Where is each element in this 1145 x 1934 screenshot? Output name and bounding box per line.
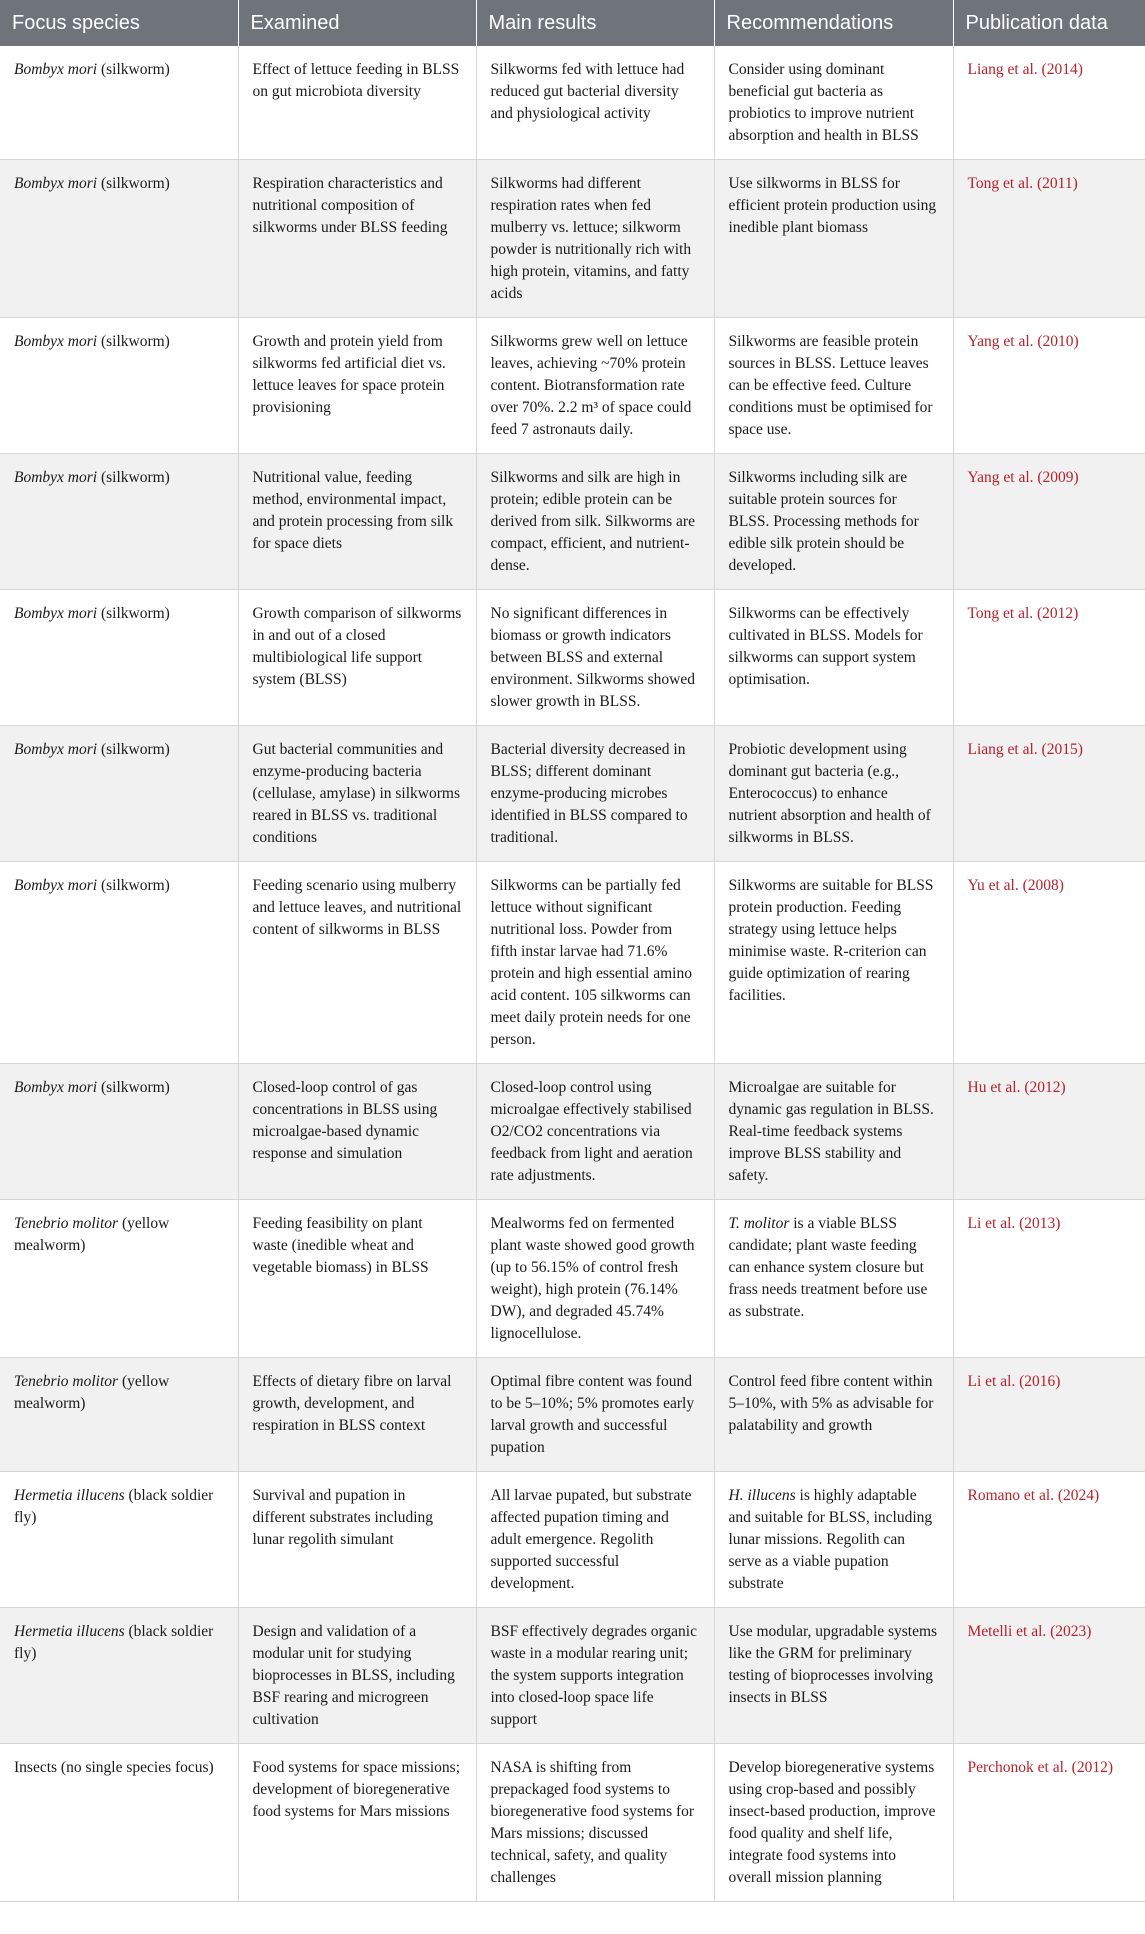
cell-examined: Growth comparison of silkworms in and out of a closed multibiological life support system (BLSS)	[238, 590, 476, 726]
cell-main-results: Bacterial diversity decreased in BLSS; different dominant enzyme-producing microbes identified in BLSS compared to traditional.	[476, 726, 714, 862]
cell-recommendations	[714, 1358, 953, 1472]
recommendation-text: Consider using dominant beneficial gut bacteria as probiotics to improve nutrient absorption and health in BLSS	[728, 61, 919, 144]
header-row	[0, 0, 1145, 46]
cell-recommendations	[714, 160, 953, 318]
recommendation-text: Use modular, upgradable systems like the GRM for preliminary testing of bioprocesses involving insects in BLSS	[728, 1623, 938, 1706]
cell-focus-species	[0, 1608, 238, 1744]
publication-link[interactable]: Romano et al. (2024)	[967, 1487, 1100, 1504]
publication-link[interactable]: Li et al. (2013)	[967, 1215, 1061, 1232]
cell-examined: Growth and protein yield from silkworms fed artificial diet vs. lettuce leaves for space protein provisioning	[238, 318, 476, 454]
cell-main-results: All larvae pupated, but substrate affected pupation timing and adult emergence. Regolith supported successful development.	[476, 1472, 714, 1608]
cell-examined: Nutritional value, feeding method, environmental impact, and protein processing from silk for space diets	[238, 454, 476, 590]
cell-examined: Gut bacterial communities and enzyme-producing bacteria (cellulase, amylase) in silkworms reared in BLSS vs. traditional conditions	[238, 726, 476, 862]
cell-publication	[953, 1200, 1145, 1358]
cell-focus-species	[0, 1472, 238, 1608]
cell-publication	[953, 1472, 1145, 1608]
species-latin-name: Bombyx mori	[14, 469, 98, 486]
recommendation-text: Silkworms are suitable for BLSS protein production. Feeding strategy using lettuce helps minimise waste. R-criterion can guide optimization of rearing facilities.	[728, 877, 934, 1004]
cell-publication	[953, 46, 1145, 160]
species-common-name: (silkworm)	[97, 741, 170, 758]
recommendation-text: Develop bioregenerative systems using crop-based and possibly insect-based production, improve food quality and shelf life, integrate food systems into overall mission planning	[728, 1759, 936, 1886]
cell-focus-species	[0, 862, 238, 1064]
cell-recommendations	[714, 862, 953, 1064]
cell-main-results: Silkworms fed with lettuce had reduced gut bacterial diversity and physiological activity	[476, 46, 714, 160]
cell-publication	[953, 454, 1145, 590]
recommendation-text: Silkworms are feasible protein sources in BLSS. Lettuce leaves can be effective feed. Culture conditions must be optimised for space use.	[728, 333, 933, 438]
cell-focus-species	[0, 160, 238, 318]
cell-examined: Food systems for space missions; development of bioregenerative food systems for Mars missions	[238, 1744, 476, 1902]
cell-focus-species	[0, 590, 238, 726]
cell-examined: Design and validation of a modular unit for studying bioprocesses in BLSS, including BSF rearing and microgreen cultivation	[238, 1608, 476, 1744]
recommendation-text: Probiotic development using dominant gut bacteria (e.g., Enterococcus) to enhance nutrient absorption and health of silkworms in BLSS.	[728, 741, 931, 846]
table-row	[0, 318, 1145, 454]
cell-focus-species	[0, 726, 238, 862]
cell-main-results: Closed-loop control using microalgae effectively stabilised O2/CO2 concentrations via feedback from light and aeration rate adjustments.	[476, 1064, 714, 1200]
header-focus-species: Focus species	[0, 0, 238, 46]
species-common-name: (silkworm)	[97, 469, 170, 486]
publication-link[interactable]: Tong et al. (2012)	[967, 605, 1079, 622]
species-common-name: (yellow mealworm)	[14, 1373, 170, 1412]
publication-link[interactable]: Yu et al. (2008)	[967, 877, 1064, 894]
table-row	[0, 1358, 1145, 1472]
cell-focus-species	[0, 1744, 238, 1902]
table-row	[0, 590, 1145, 726]
cell-main-results: No significant differences in biomass or growth indicators between BLSS and external environment. Silkworms showed slower growth in BLSS.	[476, 590, 714, 726]
cell-main-results: NASA is shifting from prepackaged food systems to bioregenerative food systems for Mars missions; discussed technical, safety, and quality challenges	[476, 1744, 714, 1902]
cell-recommendations	[714, 46, 953, 160]
publication-link[interactable]: Liang et al. (2014)	[967, 61, 1083, 78]
cell-examined: Feeding feasibility on plant waste (inedible wheat and vegetable biomass) in BLSS	[238, 1200, 476, 1358]
recommendation-text: Control feed fibre content within 5–10%, with 5% as advisable for palatability and growth	[728, 1373, 934, 1434]
species-latin-name: Tenebrio molitor	[14, 1215, 119, 1232]
species-common-name: Insects (no single species focus)	[14, 1759, 214, 1776]
cell-main-results: Silkworms and silk are high in protein; edible protein can be derived from silk. Silkworms are compact, efficient, and nutrient-dense.	[476, 454, 714, 590]
cell-focus-species	[0, 318, 238, 454]
cell-examined: Closed-loop control of gas concentrations in BLSS using microalgae-based dynamic response and simulation	[238, 1064, 476, 1200]
species-common-name: (silkworm)	[97, 175, 170, 192]
table-row	[0, 1064, 1145, 1200]
table-row	[0, 1472, 1145, 1608]
header-examined: Examined	[238, 0, 476, 46]
recommendation-text: Silkworms including silk are suitable protein sources for BLSS. Processing methods for edible silk protein should be developed.	[728, 469, 919, 574]
cell-publication	[953, 1608, 1145, 1744]
species-latin-name: Bombyx mori	[14, 1079, 98, 1096]
cell-publication	[953, 1358, 1145, 1472]
cell-examined: Effect of lettuce feeding in BLSS on gut microbiota diversity	[238, 46, 476, 160]
table-row	[0, 454, 1145, 590]
cell-focus-species	[0, 1200, 238, 1358]
publication-link[interactable]: Yang et al. (2010)	[967, 333, 1079, 350]
table-row	[0, 46, 1145, 160]
cell-main-results: Silkworms had different respiration rates when fed mulberry vs. lettuce; silkworm powder is nutritionally rich with high protein, vitamins, and fatty acids	[476, 160, 714, 318]
publication-link[interactable]: Yang et al. (2009)	[967, 469, 1079, 486]
cell-main-results: Mealworms fed on fermented plant waste showed good growth (up to 56.15% of control fresh weight), high protein (76.14% DW), and degraded 45.74% lignocellulose.	[476, 1200, 714, 1358]
cell-examined: Effects of dietary fibre on larval growth, development, and respiration in BLSS context	[238, 1358, 476, 1472]
recommendation-text: is a viable BLSS candidate; plant waste feeding can enhance system closure but frass needs treatment before use as substrate.	[728, 1215, 928, 1320]
table-row	[0, 160, 1145, 318]
cell-publication	[953, 1064, 1145, 1200]
cell-publication	[953, 862, 1145, 1064]
cell-focus-species	[0, 454, 238, 590]
header-recommendations: Recommendations	[714, 0, 953, 46]
species-latin-name: Tenebrio molitor	[14, 1373, 119, 1390]
cell-examined: Survival and pupation in different substrates including lunar regolith simulant	[238, 1472, 476, 1608]
cell-publication	[953, 726, 1145, 862]
publication-link[interactable]: Metelli et al. (2023)	[967, 1623, 1092, 1640]
species-latin-name: Bombyx mori	[14, 605, 98, 622]
publication-link[interactable]: Liang et al. (2015)	[967, 741, 1083, 758]
cell-main-results: BSF effectively degrades organic waste in a modular rearing unit; the system supports integration into closed-loop space life support	[476, 1608, 714, 1744]
cell-main-results: Silkworms can be partially fed lettuce without significant nutritional loss. Powder from fifth instar larvae had 71.6% protein and high essential amino acid content. 105 silkworms can meet daily protein needs for one person.	[476, 862, 714, 1064]
species-latin-name: Hermetia illucens	[14, 1487, 125, 1504]
cell-focus-species	[0, 1064, 238, 1200]
cell-recommendations	[714, 1608, 953, 1744]
species-latin-name: Hermetia illucens	[14, 1623, 125, 1640]
cell-focus-species	[0, 46, 238, 160]
recommendation-text: Silkworms can be effectively cultivated in BLSS. Models for silkworms can support system optimisation.	[728, 605, 923, 688]
species-latin-name: Bombyx mori	[14, 333, 98, 350]
species-common-name: (silkworm)	[97, 605, 170, 622]
cell-examined: Feeding scenario using mulberry and lettuce leaves, and nutritional content of silkworms in BLSS	[238, 862, 476, 1064]
cell-main-results: Silkworms grew well on lettuce leaves, achieving ~70% protein content. Biotransformation rate over 70%. 2.2 m³ of space could feed 7 astronauts daily.	[476, 318, 714, 454]
cell-publication	[953, 160, 1145, 318]
cell-examined: Respiration characteristics and nutritional composition of silkworms under BLSS feeding	[238, 160, 476, 318]
cell-recommendations	[714, 726, 953, 862]
cell-recommendations	[714, 318, 953, 454]
recommendation-species: H. illucens	[728, 1487, 796, 1504]
publication-link[interactable]: Hu et al. (2012)	[967, 1079, 1066, 1096]
cell-publication	[953, 590, 1145, 726]
species-common-name: (silkworm)	[97, 877, 170, 894]
recommendation-text: is highly adaptable and suitable for BLSS, including lunar missions. Regolith can serve as a viable pupation substrate	[728, 1487, 933, 1592]
species-latin-name: Bombyx mori	[14, 175, 98, 192]
species-common-name: (silkworm)	[97, 61, 170, 78]
table-row	[0, 726, 1145, 862]
species-latin-name: Bombyx mori	[14, 741, 98, 758]
species-latin-name: Bombyx mori	[14, 61, 98, 78]
cell-recommendations	[714, 454, 953, 590]
recommendation-text: Use silkworms in BLSS for efficient protein production using inedible plant biomass	[728, 175, 937, 236]
publication-link[interactable]: Perchonok et al. (2012)	[967, 1759, 1113, 1776]
publication-link[interactable]: Li et al. (2016)	[967, 1373, 1061, 1390]
cell-focus-species	[0, 1358, 238, 1472]
cell-recommendations	[714, 1200, 953, 1358]
table-row	[0, 862, 1145, 1064]
publication-link[interactable]: Tong et al. (2011)	[967, 175, 1078, 192]
header-main-results: Main results	[476, 0, 714, 46]
cell-recommendations	[714, 1472, 953, 1608]
table-row	[0, 1744, 1145, 1902]
recommendation-species: T. molitor	[728, 1215, 790, 1232]
cell-recommendations	[714, 1744, 953, 1902]
header-publication-data: Publication data	[953, 0, 1145, 46]
recommendation-text: Microalgae are suitable for dynamic gas regulation in BLSS. Real-time feedback systems improve BLSS stability and safety.	[728, 1079, 934, 1184]
species-common-name: (silkworm)	[97, 1079, 170, 1096]
species-common-name: (yellow mealworm)	[14, 1215, 170, 1254]
species-latin-name: Bombyx mori	[14, 877, 98, 894]
species-common-name: (black soldier fly)	[14, 1487, 214, 1526]
cell-recommendations	[714, 1064, 953, 1200]
cell-publication	[953, 1744, 1145, 1902]
table-row	[0, 1200, 1145, 1358]
cell-main-results: Optimal fibre content was found to be 5–10%; 5% promotes early larval growth and successful pupation	[476, 1358, 714, 1472]
species-common-name: (silkworm)	[97, 333, 170, 350]
table-row	[0, 1608, 1145, 1744]
species-common-name: (black soldier fly)	[14, 1623, 214, 1662]
cell-publication	[953, 318, 1145, 454]
cell-recommendations	[714, 590, 953, 726]
